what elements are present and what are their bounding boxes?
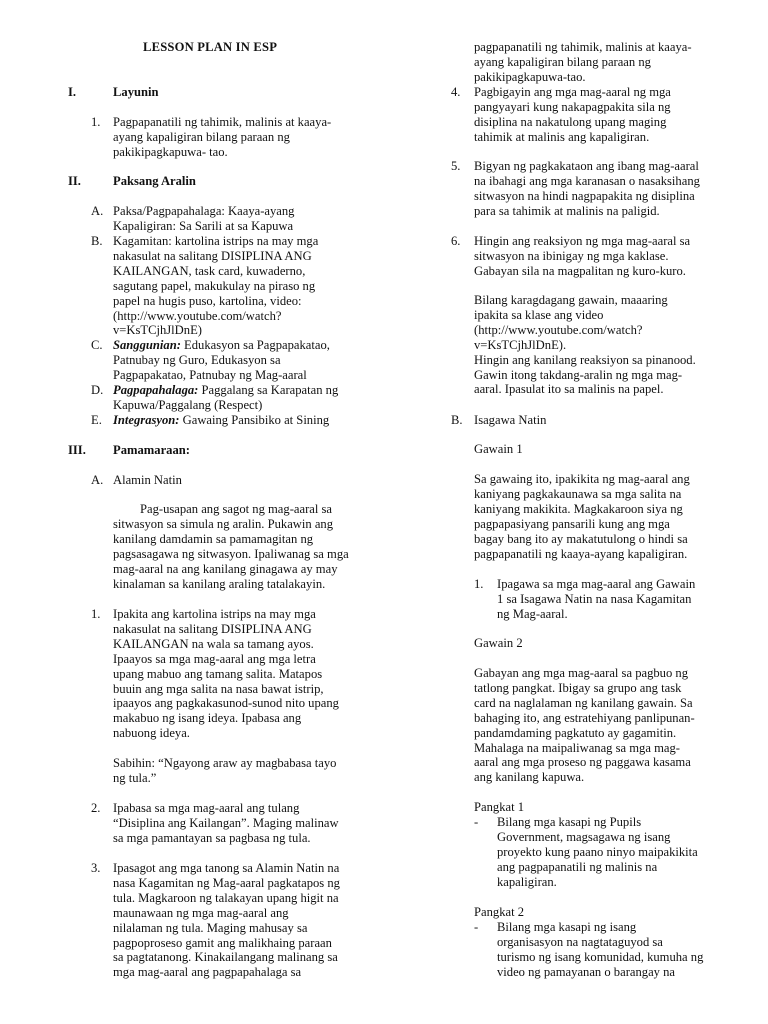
step-number-2: 2. bbox=[91, 801, 101, 815]
step-letter-a: A. bbox=[91, 473, 104, 487]
gawain-1-item-number: 1. bbox=[474, 577, 484, 591]
step-1-text: Ipakita ang kartolina istrips na may mga nakasulat na salitang DISIPLINA ANG KAILANGAN na wala sa tamang ayos. Ipaayos sa mga mag-aaral ang mga letra upang mabuo ang tamang salita. Matapos buuin ang mga salita na nasa bawat istrip, ipaayos ang pagkakasunod-sunod nito upang makabuo ng isang ideya. Ipabasa ang nabuong ideya. bbox=[113, 607, 339, 741]
pangkat-2-text: Bilang mga kasapi ng isang organisasyon na nagtataguyod sa turismo ng isang komunidad, kumuha ng video ng pamayanan o barangay na bbox=[497, 920, 704, 979]
subheading-alamin-natin: Alamin Natin bbox=[113, 473, 182, 487]
subheading-isagawa-natin: Isagawa Natin bbox=[474, 413, 547, 427]
item-paksa: Paksa/Pagpapahalaga: Kaaya-ayang Kapaligiran: Sa Sarili at sa Kapuwa bbox=[113, 204, 295, 233]
section-number-i: I. bbox=[68, 85, 77, 99]
step-number-1: 1. bbox=[91, 607, 101, 621]
section-number-ii: II. bbox=[68, 174, 81, 188]
pangkat-2-dash: - bbox=[474, 920, 479, 934]
item-pagpapahalaga: Pagpapahalaga: Paggalang sa Karapatan ng Kapuwa/Paggalang (Respect) bbox=[113, 383, 339, 412]
item-letter-e: E. bbox=[91, 413, 102, 427]
section-heading-layunin: Layunin bbox=[113, 85, 159, 99]
gawain-1-heading: Gawain 1 bbox=[474, 442, 523, 456]
pangkat-1-dash: - bbox=[474, 815, 479, 829]
item-letter-c: C. bbox=[91, 338, 103, 352]
objective-number: 1. bbox=[91, 115, 101, 129]
section-heading-paksang-aralin: Paksang Aralin bbox=[113, 174, 196, 188]
step-letter-b: B. bbox=[451, 413, 463, 427]
sabihin-text: Sabihin: “Ngayong araw ay magbabasa tayo ng tula.” bbox=[113, 756, 337, 785]
step-5-text: Bigyan ng pagkakataon ang ibang mag-aaral na ibahagi ang mga karanasan o nasaksihang sitwasyon na hindi nagpapakita ng disiplina para sa tahimik at malinis na paligid. bbox=[474, 159, 700, 218]
gawain-2-paragraph: Gabayan ang mga mag-aaral sa pagbuo ng tatlong pangkat. Ibigay sa grupo ang task card na naglalaman ng kanilang gawain. Sa bahaging ito, ang estratehiyang panlipunan- pandamdaming pagkatuto ay gagamitin. Mahalaga na maipaliwanag sa mga mag- aaral ang mga proseso ng paggawa kasama ang kanilang kapuwa. bbox=[474, 666, 695, 785]
item-letter-a: A. bbox=[91, 204, 104, 218]
additional-activity-paragraph: Bilang karagdagang gawain, maaaring ipakita sa klase ang video (http://www.youtube.com/watch? v=KsTCjhJlDnE). Hingin ang kanilang reaksiyon sa pinanood. Gawin itong takdang-aralin ng mga mag- aaral. Ipasulat ito sa malinis na papel. bbox=[474, 293, 696, 397]
step-number-5: 5. bbox=[451, 159, 461, 173]
step-number-4: 4. bbox=[451, 85, 461, 99]
step-number-3: 3. bbox=[91, 861, 101, 875]
gawain-1-paragraph: Sa gawaing ito, ipakikita ng mag-aaral ang kaniyang pagkakaunawa sa mga salita na kaniyang makikita. Magkakaroon siya ng pagpapasiyang pansarili kung ang mga bagay bang ito ay makatutulong o hindi sa pagpapanatili ng kaaya-ayang kapaligiran. bbox=[474, 472, 690, 561]
step-2-text: Ipabasa sa mga mag-aaral ang tulang “Disiplina ang Kailangan”. Maging malinaw sa mga pamantayan sa pagbasa ng tula. bbox=[113, 801, 339, 845]
item-letter-d: D. bbox=[91, 383, 104, 397]
alamin-intro-paragraph: Pag-usapan ang sagot ng mag-aaral sa sitwasyon sa simula ng aralin. Pukawin ang kanilang damdamin sa pamamagitan ng pagsasagawa ng sitwasyon. Ipaliwanag sa mga mag-aaral na ang kanilang ginagawa ay may kinalaman sa kanilang araling tatalakayin. bbox=[113, 502, 349, 591]
step-4-text: Pagbigayin ang mga mag-aaral ng mga pangyayari kung nakapagpakita sila ng disiplina na nakatulong upang maging tahimik at malinis ang kapaligiran. bbox=[474, 85, 671, 144]
pangkat-1-text: Bilang mga kasapi ng Pupils Government, magsagawa ng isang proyekto kung paano ninyo maipakikita ang pagpapanatili ng malinis na kapaligiran. bbox=[497, 815, 698, 889]
page-title: LESSON PLAN IN ESP bbox=[143, 40, 278, 54]
step-3-continued: pagpapanatili ng tahimik, malinis at kaaya- ayang kapaligiran bilang paraan ng pakikipagkapuwa-tao. bbox=[474, 40, 692, 84]
item-sanggunian: Sanggunian: Edukasyon sa Pagpapakatao, Patnubay ng Guro, Edukasyon sa Pagpapakatao, Patnubay ng Mag-aaral bbox=[113, 338, 330, 382]
gawain-1-item-text: Ipagawa sa mga mag-aaral ang Gawain 1 sa Isagawa Natin na nasa Kagamitan ng Mag-aaral. bbox=[497, 577, 696, 621]
item-kagamitan: Kagamitan: kartolina istrips na may mga nakasulat na salitang DISIPLINA ANG KAILANGAN, task card, kuwaderno, sagutang papel, makukulay na piraso ng papel na hugis puso, kartolina, video: (http://www.youtube.com/watch? v=KsTCjhJlDnE) bbox=[113, 234, 319, 338]
pangkat-2-heading: Pangkat 2 bbox=[474, 905, 525, 919]
step-6-text: Hingin ang reaksiyon ng mga mag-aaral sa sitwasyon na ibinigay ng mga kaklase. Gabayan sila na magpalitan ng kuro-kuro. bbox=[474, 234, 691, 278]
gawain-2-heading: Gawain 2 bbox=[474, 636, 523, 650]
item-integrasyon: Integrasyon: Gawaing Pansibiko at Sining bbox=[113, 413, 330, 427]
integrasyon-label: Integrasyon: bbox=[113, 413, 180, 427]
section-number-iii: III. bbox=[68, 443, 86, 457]
step-3-text: Ipasagot ang mga tanong sa Alamin Natin na nasa Kagamitan ng Mag-aaral pagkatapos ng tula. Magkaroon ng talakayan upang higit na maunawaan ng mga mag-aaral ang nilalaman ng tula. Maging mahusay sa pagpoproseso gamit ang malikhaing paraan sa pagtatanong. Kinakailangang malinang sa mga mag-aaral ang pagpapahalaga sa bbox=[113, 861, 340, 980]
pagpapahalaga-label: Pagpapahalaga: bbox=[113, 383, 199, 397]
objective-text: Pagpapanatili ng tahimik, malinis at kaaya- ayang kapaligiran bilang paraan ng pakikipagkapuwa- tao. bbox=[113, 115, 332, 159]
step-number-6: 6. bbox=[451, 234, 461, 248]
sanggunian-label: Sanggunian: bbox=[113, 338, 181, 352]
section-heading-pamamaraan: Pamamaraan: bbox=[113, 443, 190, 457]
item-letter-b: B. bbox=[91, 234, 103, 248]
pangkat-1-heading: Pangkat 1 bbox=[474, 800, 525, 814]
